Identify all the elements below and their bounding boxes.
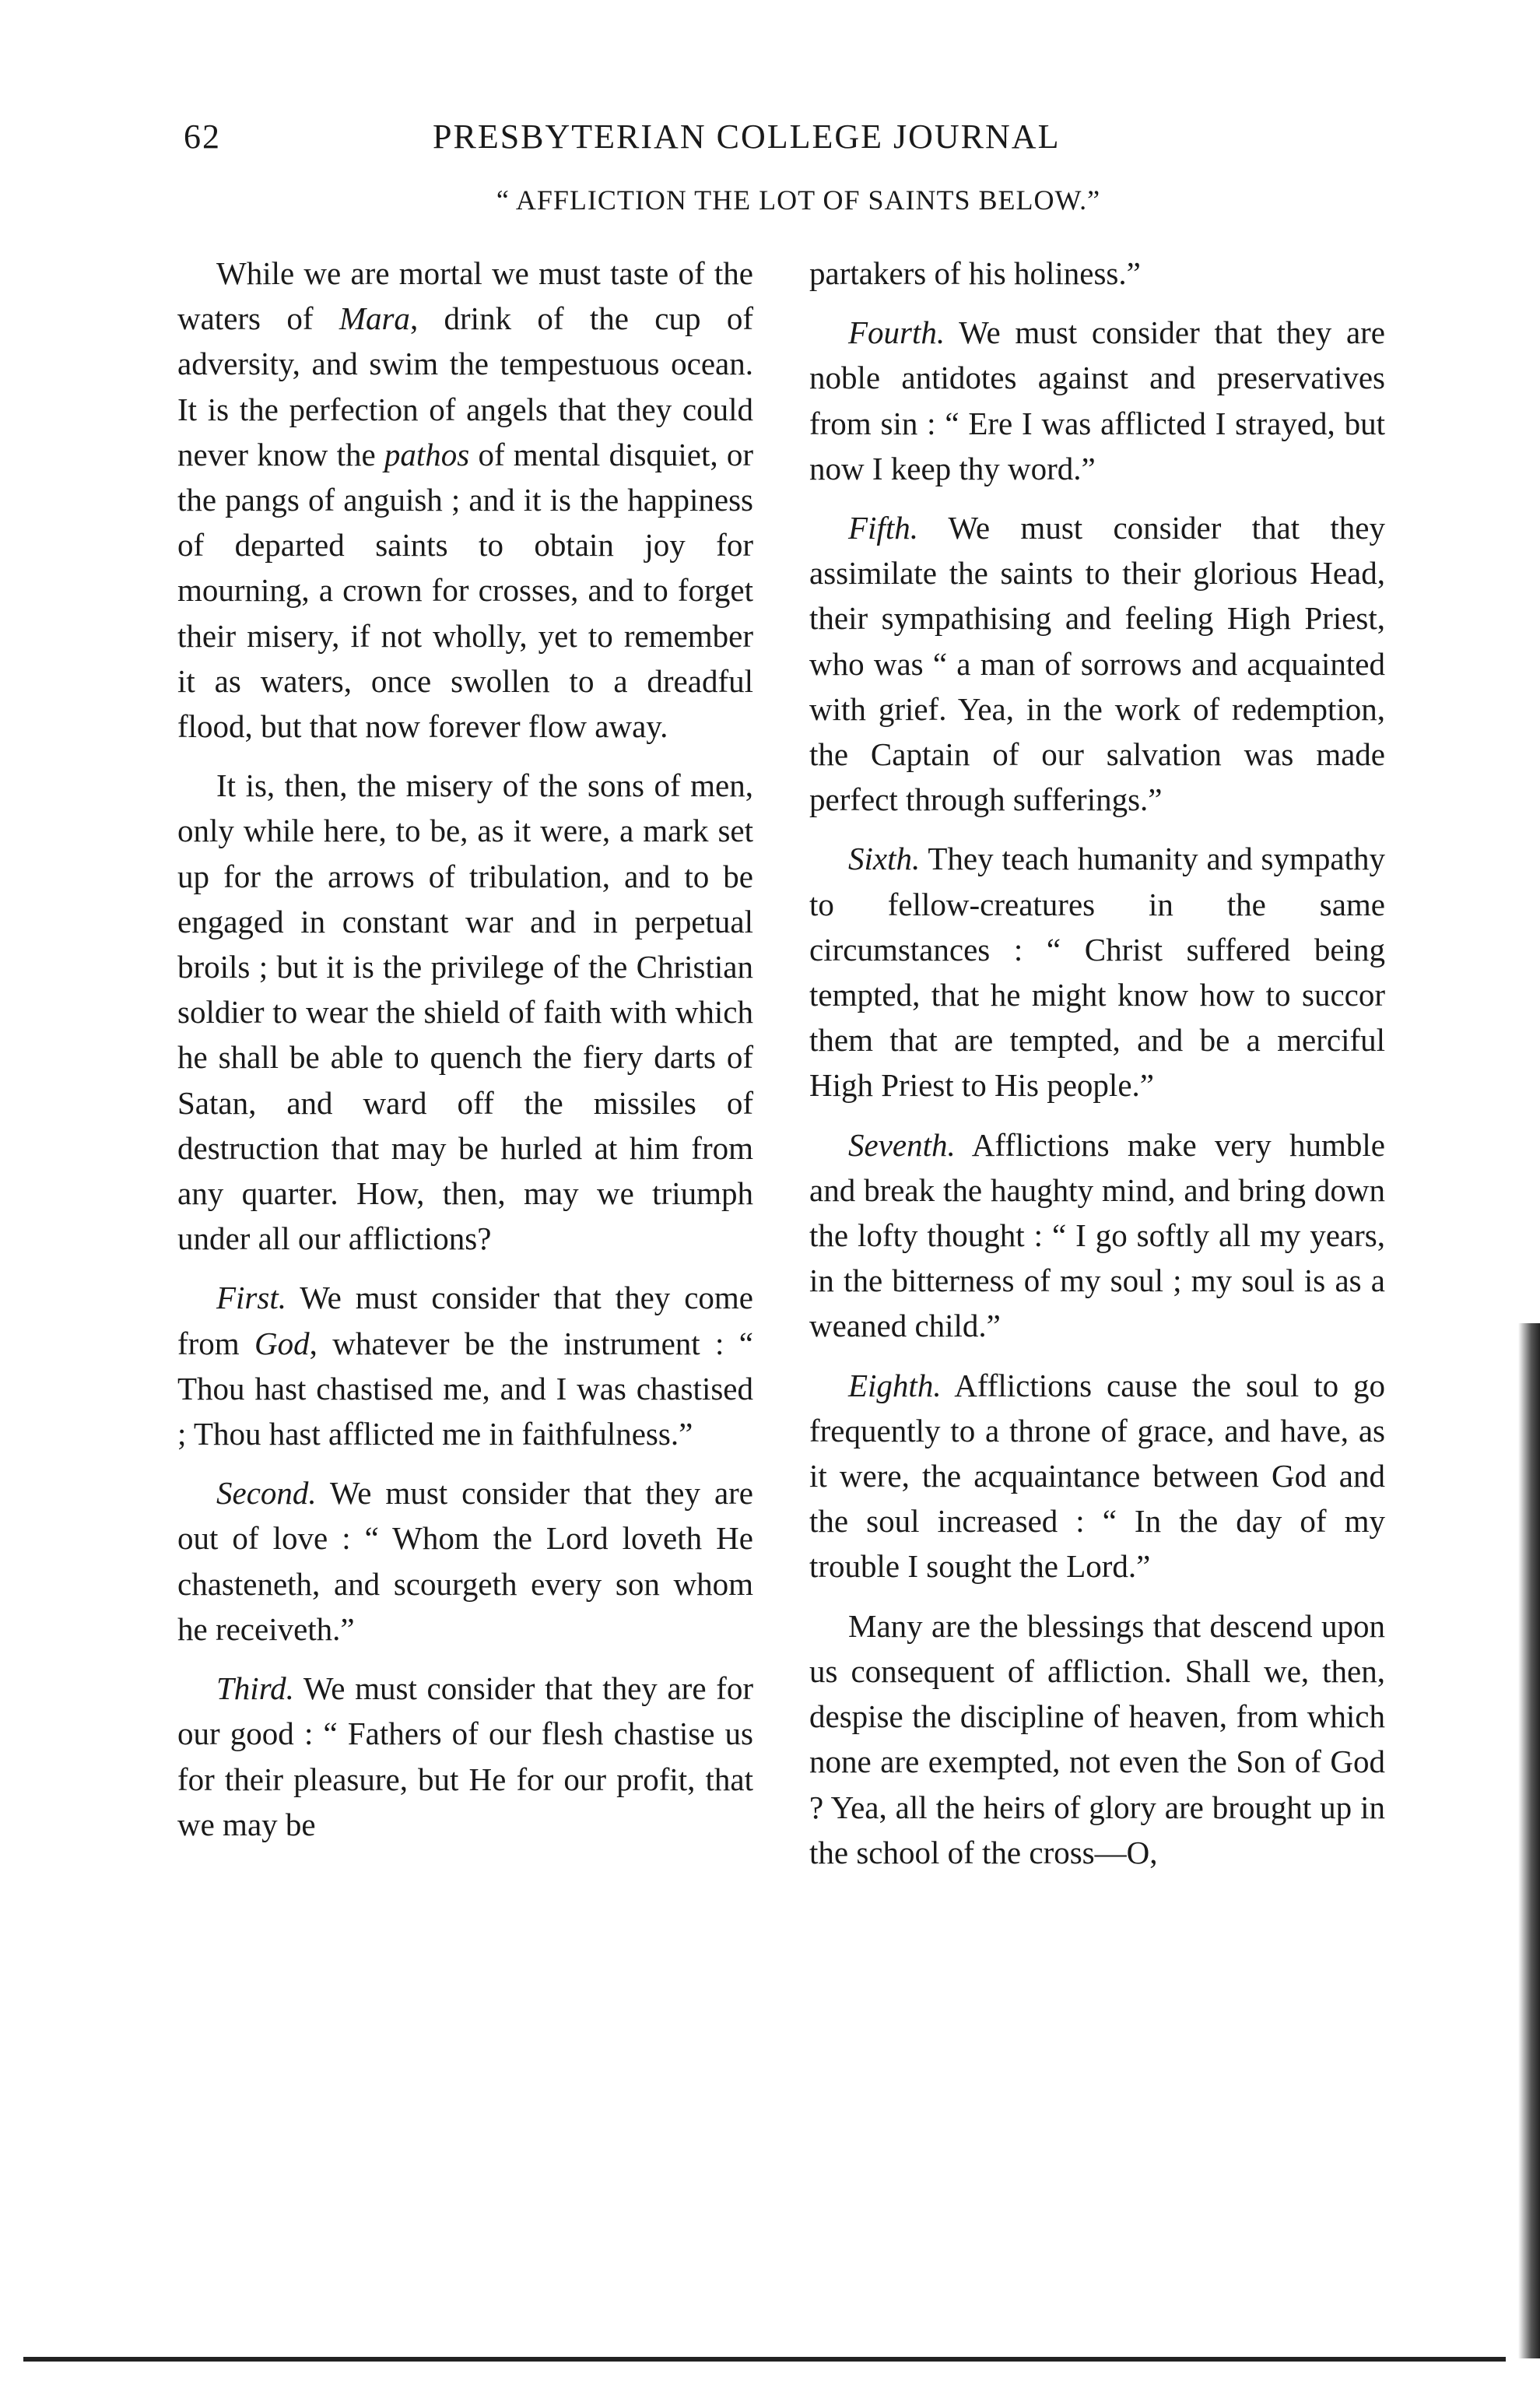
paragraph-first <box>177 1275 753 1456</box>
paragraph-intro <box>177 251 753 749</box>
paragraph-blessings: Many are the blessings that descend upon us consequent of affliction. Shall we, then, despise the discipline of heaven, from which none are exempted, not even the Son of God ? Yea, all the heirs of glory are brought up in the school of the cross—O, <box>809 1607 1385 1870</box>
text-run: of mental disquiet, or the pangs of anguish ; and it is the happiness of departed saints to obtain joy for mourning, a crown for crosses, and to forget their misery, if not wholly, yet to remember it as waters, once swollen to a dreadful flood, but that now forever flow away. <box>177 436 754 745</box>
paragraph-fourth <box>809 310 1385 491</box>
paragraph-misery: It is, then, the misery of the sons of men, only while here, to be, as it were, a mark set up for the arrows of tribulation, and to be engaged in constant war and in perpetual broils ; but it is the privilege of the Christian soldier to wear the shield of faith with which he shall be able to quench the fiery darts of Satan, and ward off the missiles of destruction that may be hurled at him from any quarter. How, then, may we triumph under all our afflictions? <box>177 767 753 1257</box>
point-label-seventh: Seventh. <box>848 1126 956 1163</box>
left-column <box>177 251 753 1861</box>
text-run: Afflictions make very humble and break the haughty mind, and bring down the lofty thought : “ I go softly all my years, in the bitterness of my soul ; my soul is as a weaned child.” <box>809 1126 1385 1344</box>
page-number: 62 <box>184 118 221 156</box>
paragraph-eighth <box>809 1363 1385 1589</box>
text-run: We must consider that they are out of love : “ Whom the Lord loveth He chasteneth, and scourgeth every son whom he receiveth.” <box>177 1475 753 1647</box>
point-label-third: Third. <box>216 1670 294 1707</box>
article-title: “ AFFLICTION THE LOT OF SAINTS BELOW.” <box>496 184 1101 216</box>
running-head <box>184 117 1413 163</box>
point-label-first: First. <box>216 1280 286 1316</box>
paragraph-sixth <box>809 836 1385 1108</box>
point-label-sixth: Sixth. <box>848 841 921 877</box>
paragraph-continuation: partakers of his holiness.” <box>809 255 1141 291</box>
journal-title: PRESBYTERIAN COLLEGE JOURNAL <box>433 118 1061 156</box>
text-run: While we are mortal we must taste of the waters of <box>177 255 753 337</box>
paragraph-third <box>177 1666 753 1847</box>
paragraph-fifth <box>809 505 1385 822</box>
text-run: We must consider that they are noble antidotes against and preservatives from sin : “ Ere I was afflicted I strayed, but now I keep thy word.” <box>809 314 1385 486</box>
italic-term-god: God <box>254 1325 310 1361</box>
bottom-rule <box>23 2357 1506 2362</box>
text-run: We must consider that they come from <box>177 1280 753 1361</box>
text-run: , drink of the cup of adversity, and swim the tempestuous ocean. It is the perfection of angels that they could never know the <box>177 300 753 472</box>
point-label-fifth: Fifth. <box>848 510 918 546</box>
point-label-eighth: Eighth. <box>848 1367 942 1403</box>
italic-term-pathos: pathos <box>384 436 470 472</box>
binding-edge <box>1518 1323 1540 2358</box>
paragraph-second <box>177 1470 753 1652</box>
text-run: We must consider that they assimilate the saints to their glorious Head, their sympathising and feeling High Priest, who was “ a man of sorrows and acquainted with grief. Yea, in the work of redemption, the Captain of our salvation was made perfect through sufferings.” <box>809 510 1385 818</box>
point-label-fourth: Fourth. <box>848 314 945 351</box>
text-run: Afflictions cause the soul to go frequently to a throne of grace, and have, as it were, the acquaintance between God and the soul increased : “ In the day of my trouble I sought the Lord.” <box>809 1367 1385 1585</box>
text-run: , whatever be the instrument : “ Thou hast chastised me, and I was chastised ; Thou hast afflicted me in faithfulness.” <box>177 1325 753 1452</box>
italic-term-mara: Mara <box>339 300 410 337</box>
point-label-second: Second. <box>216 1475 317 1512</box>
text-run: They teach humanity and sympathy to fellow-creatures in the same circumstances : “ Christ suffered being tempted, that he might know how to succor them that are tempted, and be a merciful High Priest to His people.” <box>809 841 1385 1104</box>
right-column <box>809 251 1385 1889</box>
paragraph-seventh <box>809 1122 1385 1349</box>
text-run: We must consider that they are for our good : “ Fathers of our flesh chastise us for their pleasure, but He for our profit, that we may be <box>177 1670 753 1842</box>
